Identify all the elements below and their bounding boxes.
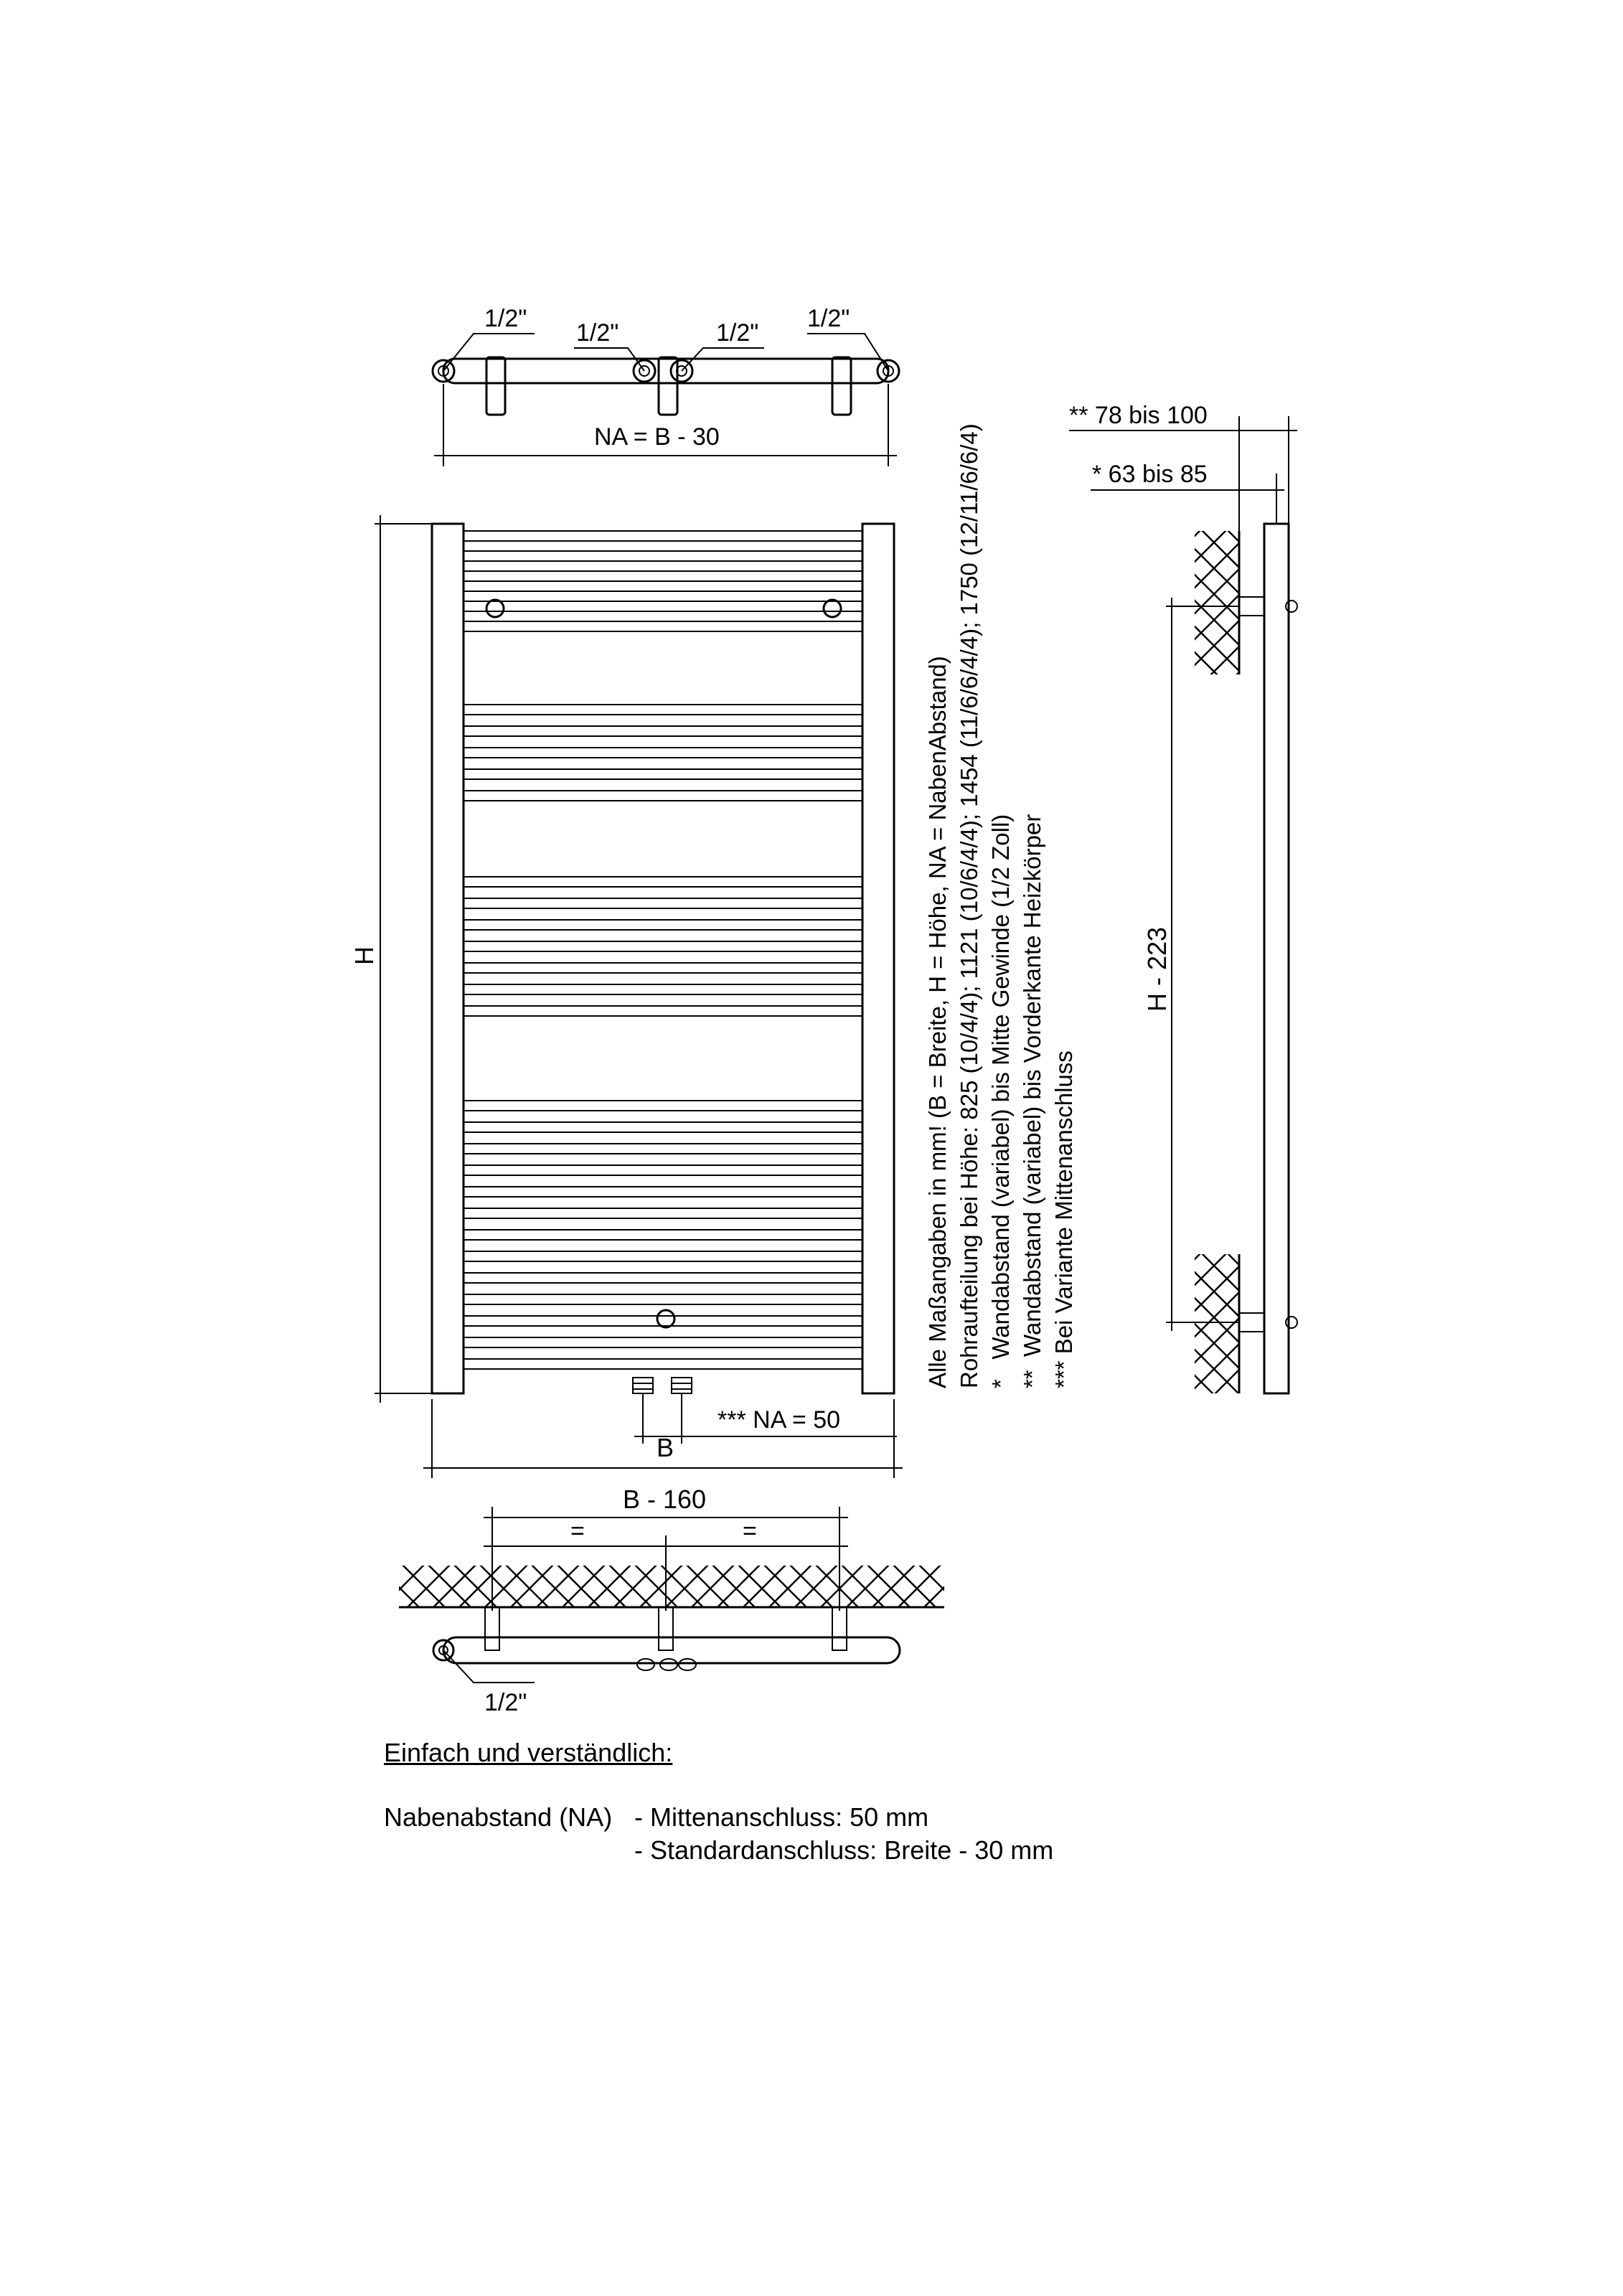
thread-label: 1/2": [807, 305, 850, 332]
top-view: [433, 305, 899, 466]
bottom-thread-label: 1/2": [484, 1689, 527, 1716]
note-line: Rohraufteilung bei Höhe: 825 (10/4/4); 1121 (10/6/4/4); 1454 (11/6/6/4/4); 1750 (12/11/6/6/4): [956, 423, 982, 1388]
front-view: [349, 515, 903, 1478]
equal-left: =: [570, 1518, 585, 1545]
mounting-point-icon: [486, 600, 504, 617]
width-label: B: [657, 1433, 674, 1462]
bottom-view: [399, 1485, 944, 1716]
note-line: Alle Maßangaben in mm! (B = Breite, H = Höhe, NA = NabenAbstand): [924, 656, 951, 1388]
equal-right: =: [743, 1518, 757, 1545]
summary-label: Nabenabstand (NA): [384, 1802, 613, 1832]
summary-line-2: - Standardanschluss: Breite - 30 mm: [634, 1835, 1054, 1865]
note-line: ** Wandabstand (variabel) bis Vorderkante Heizkörper: [1019, 814, 1045, 1388]
side-view: [1069, 402, 1297, 1393]
thread-label: 1/2": [484, 305, 527, 332]
valve-icon: [633, 1378, 692, 1393]
notes: [924, 423, 1077, 1388]
rail-group: [464, 1101, 862, 1369]
hub-distance-label: NA = B - 30: [594, 423, 720, 451]
thread-label: 1/2": [576, 319, 619, 347]
center-connection-label: *** NA = 50: [718, 1406, 841, 1434]
wall-distance-b: * 63 bis 85: [1092, 461, 1208, 488]
rail-group: [464, 705, 862, 801]
height-label: H: [349, 946, 379, 965]
mounting-point-icon: [824, 600, 841, 617]
side-height-label: H - 223: [1142, 926, 1172, 1012]
rail-group: [464, 531, 862, 631]
rail-group: [464, 877, 862, 1016]
note-line: * Wandabstand (variabel) bis Mitte Gewinde (1/2 Zoll): [987, 814, 1014, 1388]
summary-heading: Einfach und verständlich:: [384, 1738, 673, 1767]
bottom-width-label: B - 160: [623, 1485, 707, 1514]
summary-line-1: - Mittenanschluss: 50 mm: [634, 1802, 929, 1832]
wall-distance-a: ** 78 bis 100: [1069, 402, 1208, 429]
note-line: *** Bei Variante Mittenanschluss: [1050, 1050, 1077, 1388]
thread-label: 1/2": [716, 319, 759, 347]
mounting-point-icon: [657, 1310, 674, 1327]
